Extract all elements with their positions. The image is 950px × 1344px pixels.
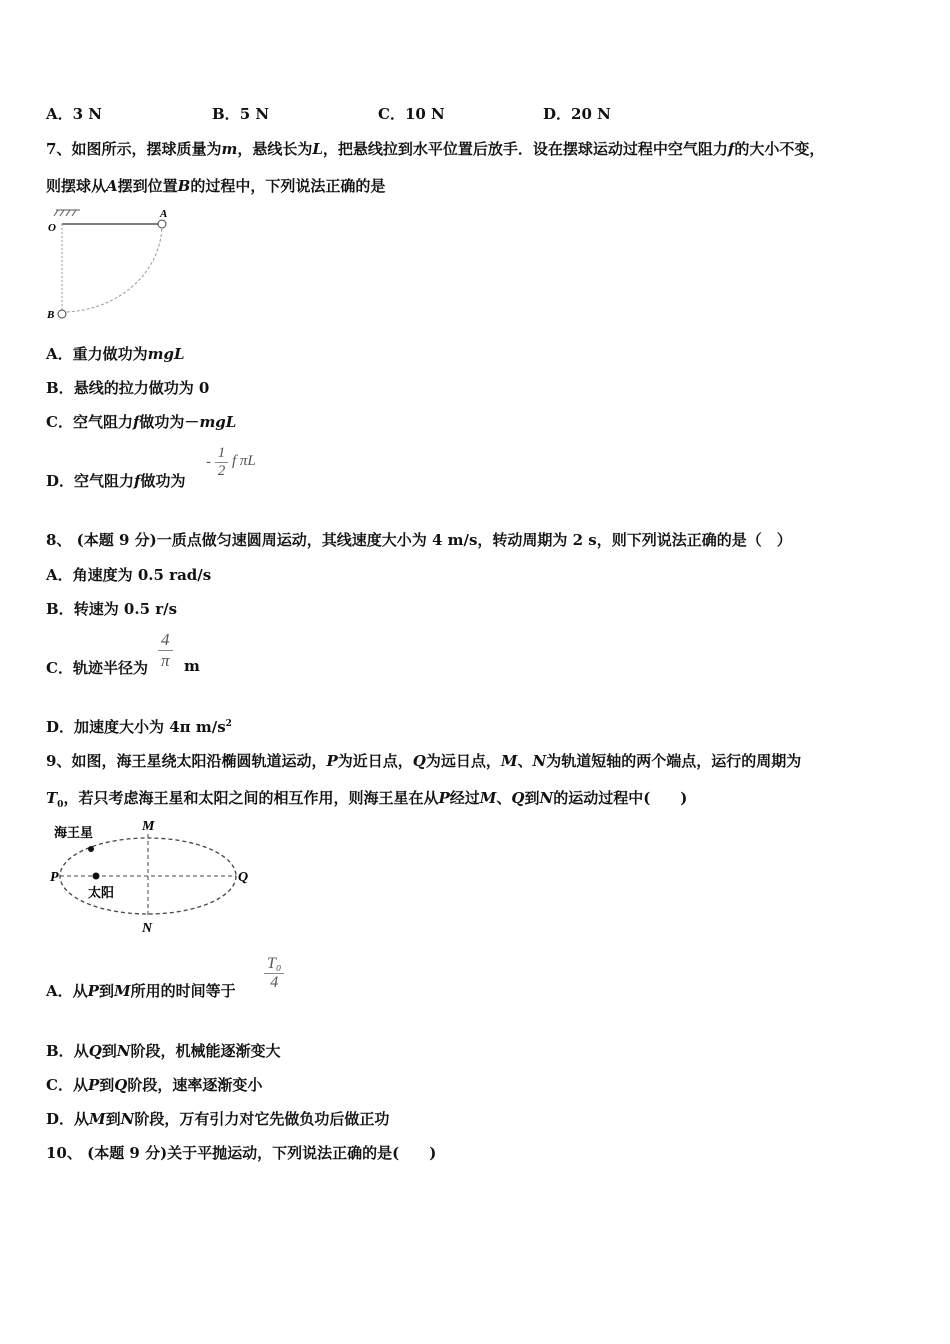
q7-option-c: C．空气阻力f做功为－mgL xyxy=(46,413,237,431)
q6-option-c: C．10 N xyxy=(378,105,445,123)
q6-option-d: D．20 N xyxy=(543,105,611,123)
q9-stem-line2: $T_0$，若只考虑海王星和太阳之间的相互作用，则海王星在从P经过M、Q到N的运动过程中( ) xyxy=(46,789,688,810)
q7-pendulum-figure xyxy=(44,204,174,324)
q8-option-a: A．角速度为 0.5 rad/s xyxy=(46,566,212,584)
q7-fig-label-b: B xyxy=(47,309,55,321)
q8-stem: 8、 (本题 9 分)一质点做匀速圆周运动，其线速度大小为 4 m/s，转动周期为 2 s，则下列说法正确的是（ ） xyxy=(46,531,792,549)
q9-option-c: C．从P到Q阶段，速率逐渐变小 xyxy=(46,1076,263,1094)
q8-option-b: B．转速为 0.5 r/s xyxy=(46,600,178,618)
q7-fig-label-o: O xyxy=(48,222,56,234)
q7-option-d-fraction: $\frac{1}{2}$ xyxy=(215,445,229,480)
q9-option-d: D．从M到N阶段，万有引力对它先做负功后做正功 xyxy=(46,1110,390,1128)
q9-fig-label-n: N xyxy=(142,921,153,936)
q7-stem-line2: 则摆球从A摆到位置B的过程中，下列说法正确的是 xyxy=(46,177,386,195)
q9-option-a-fraction: $\frac{\text{T₀}}{4}$ xyxy=(264,955,284,992)
q9-orbit-figure xyxy=(48,816,258,938)
q7-option-d: D．空气阻力f做功为 xyxy=(46,472,186,490)
q8-option-d: D．加速度大小为 4π $m/s^2$ xyxy=(46,718,232,736)
q7-option-d-formula: - $\frac{1}{2}$ f πL xyxy=(206,445,256,479)
q8-option-c-unit: m xyxy=(184,657,200,675)
q6-option-b: B．5 N xyxy=(212,105,270,123)
q7-option-b: B．悬线的拉力做功为 0 xyxy=(46,379,210,397)
q9-option-b: B．从Q到N阶段，机械能逐渐变大 xyxy=(46,1042,281,1060)
q7-option-a: A．重力做功为mgL xyxy=(46,345,185,363)
q7-stem-line1: 7、如图所示，摆球质量为m，悬线长为L，把悬线拉到水平位置后放手．设在摆球运动过程中空气阻力f的大小不变， xyxy=(46,140,825,158)
q9-fig-label-q: Q xyxy=(238,870,249,885)
q9-fig-label-planet: 海王星 xyxy=(54,825,94,840)
q9-fig-label-m: M xyxy=(142,819,155,834)
q9-fig-label-p: P xyxy=(50,870,59,885)
q8-option-c-fraction: $\frac{4}{\pi}$ xyxy=(158,630,173,671)
q6-option-a: A．3 N xyxy=(46,105,103,123)
q9-fig-label-sun: 太阳 xyxy=(88,885,115,900)
q8-option-c: C．轨迹半径为 xyxy=(46,659,148,677)
q9-option-a: A．从P到M所用的时间等于 xyxy=(46,982,236,1000)
q10-stem: 10、 (本题 9 分)关于平抛运动，下列说法正确的是( ) xyxy=(46,1144,437,1162)
q9-stem-line1: 9、如图，海王星绕太阳沿椭圆轨道运动，P为近日点，Q为远日点，M、N为轨道短轴的两个端点，运行的周期为 xyxy=(46,752,802,770)
q7-fig-label-a: A xyxy=(160,208,168,220)
